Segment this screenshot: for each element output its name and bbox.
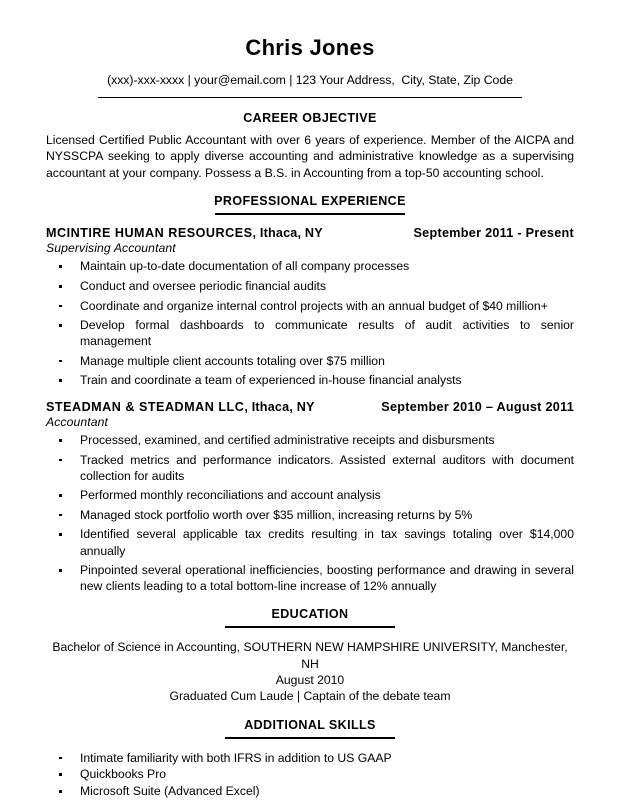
candidate-name: Chris Jones — [245, 35, 375, 60]
section-heading-objective: CAREER OBJECTIVE — [243, 111, 377, 126]
education-block — [46, 639, 574, 704]
job-bullet: Processed, examined, and certified administrative receipts and disbursments — [46, 432, 574, 448]
section-divider-experience — [215, 213, 405, 215]
section-heading-skills: ADDITIONAL SKILLS — [244, 717, 376, 732]
header-divider — [98, 97, 522, 98]
job-location: , Ithaca, NY — [252, 225, 323, 240]
job-entry — [46, 226, 574, 389]
education-degree: Bachelor of Science in Accounting, SOUTHERN NEW HAMPSHIRE UNIVERSITY, Manchester, NH — [52, 640, 568, 671]
section-divider-skills — [225, 737, 395, 739]
job-bullet: Identified several applicable tax credits resulting in tax savings totaling over $14,000 annually — [46, 526, 574, 558]
section-heading-education: EDUCATION — [271, 607, 349, 622]
objective-text: Licensed Certified Public Accountant with over 6 years of experience. Member of the AICPA and NYSSCPA seeking to apply diverse accounting and administrative knowledge as a supervising accountant at your company. Possess a B.S. in Accounting from a top-50 accounting school. — [46, 133, 574, 180]
job-header — [46, 400, 574, 414]
skills-block — [46, 750, 574, 799]
job-dates: September 2011 - Present — [413, 225, 574, 240]
job-bullet: Maintain up-to-date documentation of all company processes — [46, 258, 574, 274]
job-bullet: Managed stock portfolio worth over $35 million, increasing returns by 5% — [46, 507, 574, 523]
job-bullet: Conduct and oversee periodic financial audits — [46, 278, 574, 294]
job-company — [46, 400, 315, 414]
education-date: August 2010 — [275, 673, 345, 688]
skill-item: Intimate familiarity with both IFRS in addition to US GAAP — [46, 750, 574, 766]
job-bullet: Pinpointed several operational inefficiencies, boosting performance and drawing in several new clients leading to a total bottom-line increase of 12% annually — [46, 562, 574, 594]
section-divider-education — [225, 626, 395, 628]
job-bullet: Performed monthly reconciliations and account analysis — [46, 487, 574, 503]
job-title: Accountant — [46, 414, 108, 429]
job-company-name: STEADMAN & STEADMAN LLC — [46, 399, 245, 414]
skills-list — [46, 750, 574, 799]
job-bullet: Develop formal dashboards to communicate results of audit activities to senior management — [46, 317, 574, 349]
skill-item: Quickbooks Pro — [46, 766, 574, 782]
job-bullet: Train and coordinate a team of experienced in-house financial analysts — [46, 372, 574, 388]
job-bullet: Manage multiple client accounts totaling over $75 million — [46, 353, 574, 369]
job-entry — [46, 400, 574, 595]
job-bullet-list — [46, 432, 574, 594]
job-bullet: Tracked metrics and performance indicators. Assisted external auditors with document collection for audits — [46, 452, 574, 484]
contact-line: (xxx)-xxx-xxxx | your@email.com | 123 Your Address, City, State, Zip Code — [107, 73, 513, 88]
job-company-name: MCINTIRE HUMAN RESOURCES — [46, 225, 253, 240]
job-company — [46, 226, 323, 240]
job-bullet-list — [46, 258, 574, 388]
job-dates: September 2010 – August 2011 — [381, 399, 574, 414]
job-location: , Ithaca, NY — [244, 399, 315, 414]
job-header — [46, 226, 574, 240]
skill-item: Microsoft Suite (Advanced Excel) — [46, 783, 574, 799]
section-heading-experience: PROFESSIONAL EXPERIENCE — [214, 193, 406, 208]
job-title: Supervising Accountant — [46, 240, 176, 255]
job-bullet: Coordinate and organize internal control projects with an annual budget of $40 million+ — [46, 298, 574, 314]
education-honors: Graduated Cum Laude | Captain of the debate team — [169, 689, 451, 704]
